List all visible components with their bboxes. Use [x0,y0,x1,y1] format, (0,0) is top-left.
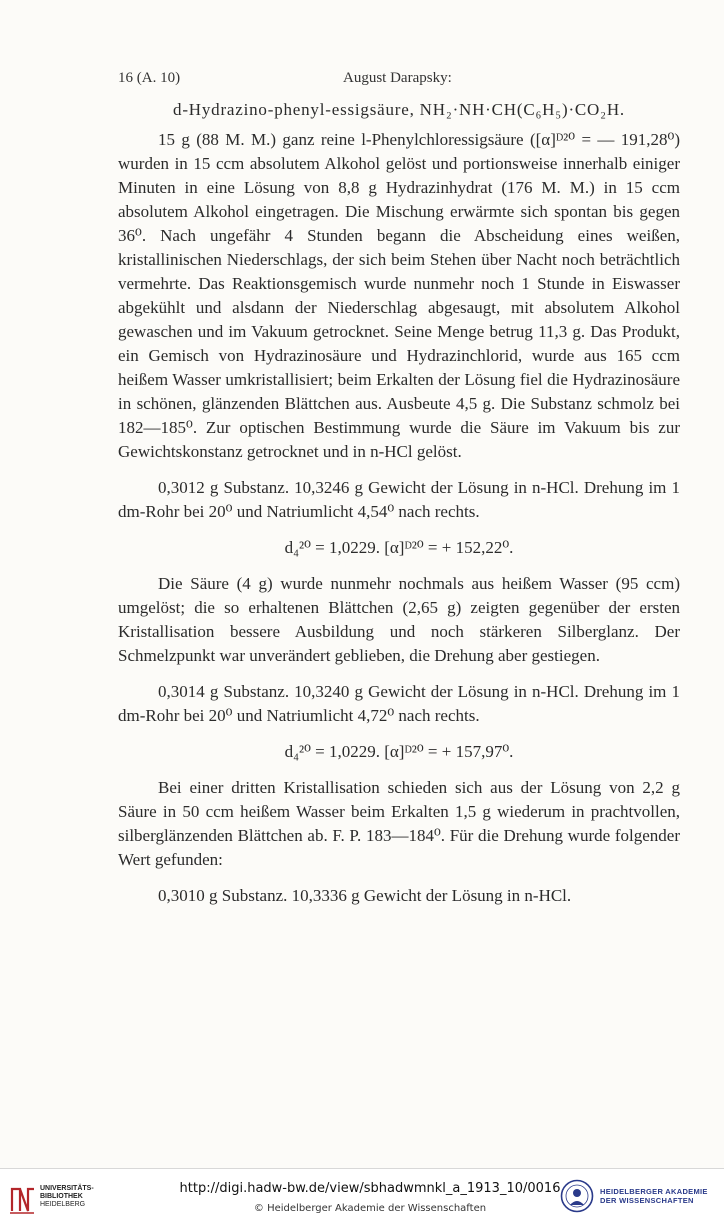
body-text [118,128,680,908]
paragraph-5: Bei einer dritten Kristallisation schieden sich aus der Lösung von 2,2 g Säure in 50 ccm heißem Wasser beim Erkalten 1,5 g wiederum in prachtvollen, silberglänzenden Blättchen ab. F. P. 183—184⁰. Für die Drehung wurde folgender Wert gefunden: [118,778,680,869]
section-title: d-Hydrazino-phenyl-essigsäure, NH₂·NH·CH(C₆H₅)·CO₂H. [173,100,625,119]
library-name: UNIVERSITÄTS- BIBLIOTHEK HEIDELBERG [40,1185,94,1208]
viewer-footer [0,1168,724,1225]
academy-name: HEIDELBERGER AKADEMIE DER WISSENSCHAFTEN [600,1187,708,1205]
page-reference: 16 (A. 10) [118,70,181,86]
permalink-url[interactable]: http://digi.hadw-bw.de/view/sbhadwmnkl_a_1913_10/0016 [179,1181,561,1196]
library-logo-icon [8,1183,36,1215]
paragraph-4: 0,3014 g Substanz. 10,3240 g Gewicht der Lösung in n-HCl. Drehung im 1 dm-Rohr bei 20⁰ und Natriumlicht 4,72⁰ nach rechts. [118,682,680,725]
academy-seal-icon [560,1179,594,1213]
paragraph-6: 0,3010 g Substanz. 10,3336 g Gewicht der Lösung in n-HCl. [158,886,572,905]
paragraph-1: 15 g (88 M. M.) ganz reine l-Phenylchloressigsäure ([α]ᴰ²⁰ = — 191,28⁰) wurden in 15 ccm absolutem Alkohol gelöst und portionsweise innerhalb einiger Minuten in eine Lösung von 8,8 g Hydrazinhydrat (176 M. M.) in 15 ccm absolutem Alkohol eingetragen. Die Mischung erwärmte sich spontan bis gegen 36⁰. Nach ungefähr 4 Stunden begann die Abscheidung eines weißen, kristallinischen Niederschlags, der sich beim Stehen über Nacht noch beträchtlich vermehrte. Das Reaktionsgemisch wurde nunmehr noch 1 Stunde in Eiswasser abgekühlt und alsdann der Niederschlag abgesaugt, mit absolutem Alkohol gewaschen und im Vakuum getrocknet. Seine Menge betrug 11,3 g. Das Produkt, ein Gemisch von Hydrazinosäure und Hydrazinchlorid, wurde aus 165 ccm heißem Wasser umkristallisiert; beim Erkalten der Lösung fiel die Hydrazinosäure in schönen, glänzenden Blättchen aus. Ausbeute 4,5 g. Die Substanz schmolz bei 182—185⁰. Zur optischen Bestimmung wurde die Säure im Vakuum bis zur Gewichtskonstanz getrocknet und in n-HCl gelöst. [118,130,680,461]
paragraph-2: 0,3012 g Substanz. 10,3246 g Gewicht der Lösung in n-HCl. Drehung im 1 dm-Rohr bei 20⁰ und Natriumlicht 4,54⁰ nach rechts. [118,478,680,521]
paragraph-3: Die Säure (4 g) wurde nunmehr nochmals aus heißem Wasser (95 ccm) umgelöst; die so erhaltenen Blättchen (2,65 g) zeigten gegenüber der ersten Kristallisation bessere Ausbildung und noch stärkeren Silberglanz. Der Schmelzpunkt war unverändert geblieben, die Drehung aber gestiegen. [118,574,680,665]
library-branding[interactable] [6,1179,106,1215]
formula-2: d₄²⁰ = 1,0229. [α]ᴰ²⁰ = + 157,97⁰. [284,742,514,761]
formula-1: d₄²⁰ = 1,0229. [α]ᴰ²⁰ = + 152,22⁰. [284,538,514,557]
copyright-notice: © Heidelberger Akademie der Wissenschaften [253,1203,487,1214]
academy-branding[interactable] [560,1177,724,1217]
author-name: August Darapsky: [343,70,452,86]
